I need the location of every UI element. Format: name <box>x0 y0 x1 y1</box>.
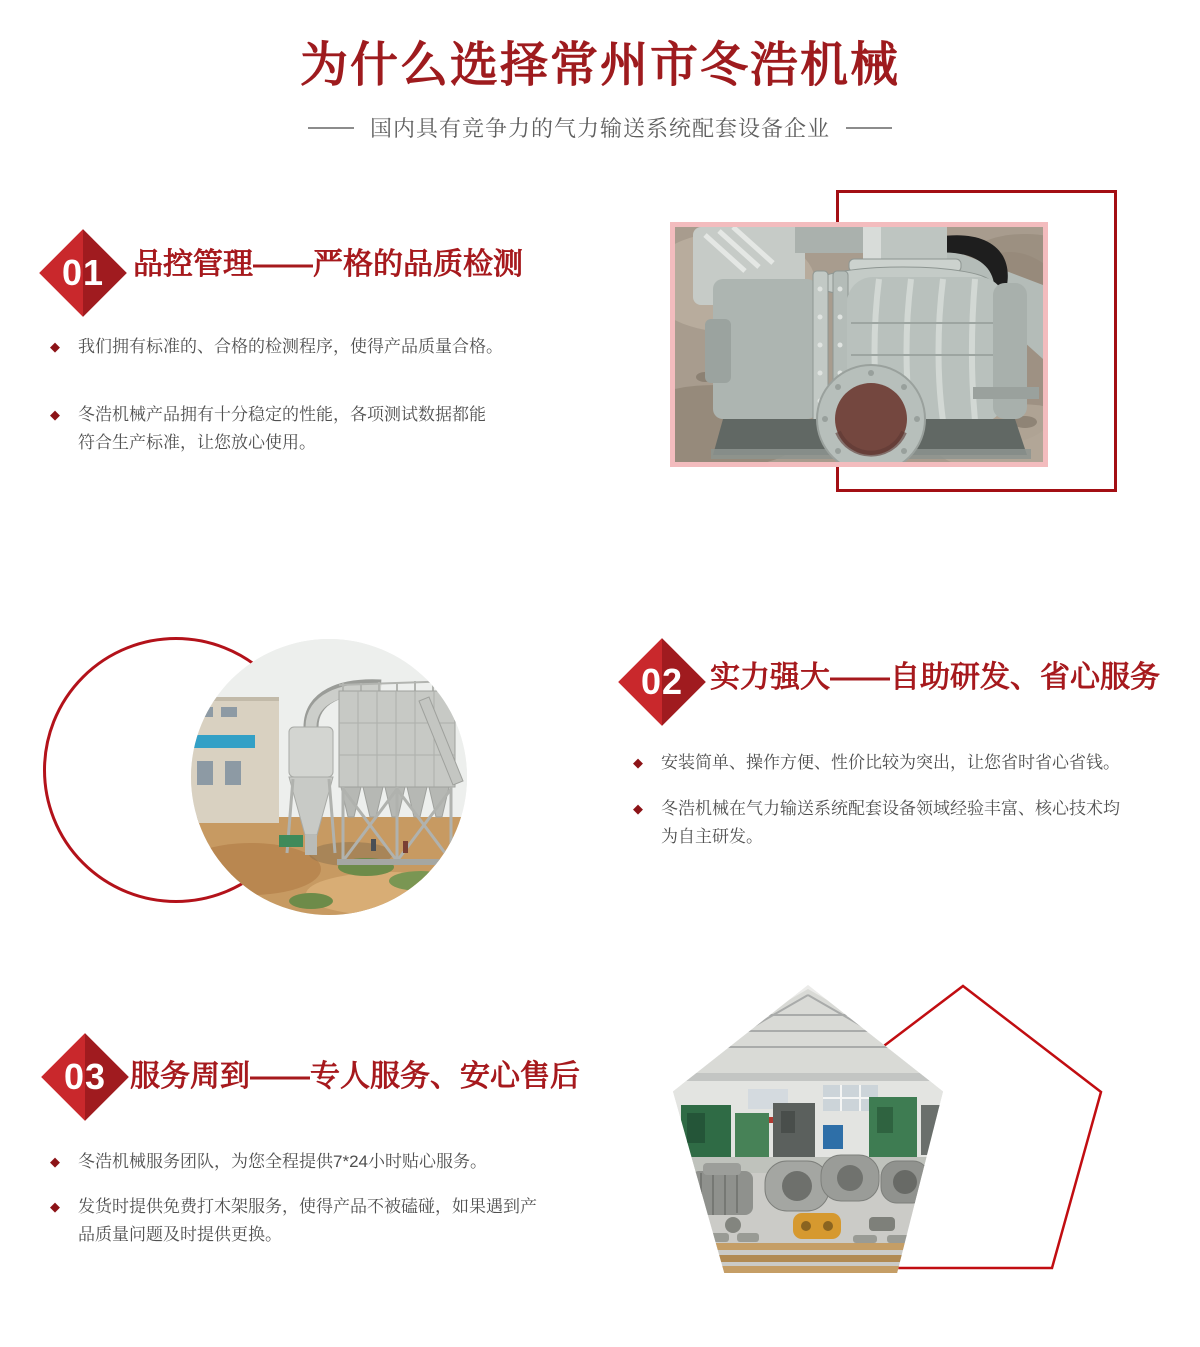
bullet-text-line: 为自主研发。 <box>661 827 763 846</box>
diamond-bullet-icon: ◆ <box>50 407 60 422</box>
page-title: 为什么选择常州市冬浩机械 <box>299 39 900 92</box>
section-01-title: 品控管理——严格的品质检测 <box>133 248 523 281</box>
bullet-text-line: 冬浩机械服务团队，为您全程提供7*24小时贴心服务。 <box>78 1152 487 1171</box>
bullet-text <box>78 333 503 361</box>
diamond-bullet-icon: ◆ <box>50 339 60 354</box>
diamond-bullet-icon: ◆ <box>50 1154 60 1169</box>
bullet-item <box>633 795 1120 851</box>
diamond-bullet-icon: ◆ <box>633 801 643 816</box>
bullet-item <box>50 1193 537 1249</box>
bullet-item <box>633 749 1120 777</box>
section-02-badge-number: 02 <box>640 660 684 702</box>
bullet-text <box>78 1148 487 1176</box>
bullet-text-line: 品质量问题及时提供更换。 <box>78 1225 282 1244</box>
dust-collector-illustration <box>191 639 467 915</box>
bullet-text-line: 安装简单、操作方便、性价比较为突出，让您省时省心省钱。 <box>661 753 1120 772</box>
section-02-badge-diamond <box>618 638 706 726</box>
section-01-bullet-list <box>50 333 503 457</box>
diamond-bullet-icon: ◆ <box>633 755 643 770</box>
bullet-text <box>661 795 1120 851</box>
bullet-item <box>50 333 503 361</box>
roots-blower-photo <box>670 222 1048 467</box>
section-03-bullet-list <box>50 1148 537 1249</box>
section-01-badge-diamond <box>39 229 127 317</box>
bullet-text <box>661 749 1120 777</box>
bullet-text <box>78 1193 537 1249</box>
bullet-text-line: 符合生产标准，让您放心使用。 <box>78 433 316 452</box>
bullet-text-line: 冬浩机械在气力输送系统配套设备领域经验丰富、核心技术均 <box>661 799 1120 818</box>
section-02-bullet-list <box>633 749 1120 851</box>
bullet-text-line: 冬浩机械产品拥有十分稳定的性能，各项测试数据都能 <box>78 405 486 424</box>
roots-blower-illustration <box>675 227 1043 462</box>
section-03-badge-diamond <box>41 1033 129 1121</box>
page-subtitle <box>0 112 1200 143</box>
bullet-item <box>50 1148 537 1176</box>
subtitle-text: 国内具有竞争力的气力输送系统配套设备企业 <box>369 116 830 141</box>
section-03-badge-number: 03 <box>63 1055 107 1097</box>
bullet-text-line: 我们拥有标准的、合格的检测程序，使得产品质量合格。 <box>78 337 503 356</box>
bullet-item <box>50 401 503 457</box>
dust-collector-photo <box>191 639 467 915</box>
subtitle-dash-left <box>308 127 354 129</box>
section-02-title: 实力强大——自助研发、省心服务 <box>710 661 1160 694</box>
subtitle-dash-right <box>846 127 892 129</box>
section-03-title: 服务周到——专人服务、安心售后 <box>130 1060 580 1093</box>
bullet-text <box>78 401 486 457</box>
section-01-badge-number: 01 <box>61 251 105 293</box>
diamond-bullet-icon: ◆ <box>50 1199 60 1214</box>
bullet-text-line: 发货时提供免费打木架服务，使得产品不被磕碰，如果遇到产 <box>78 1197 537 1216</box>
